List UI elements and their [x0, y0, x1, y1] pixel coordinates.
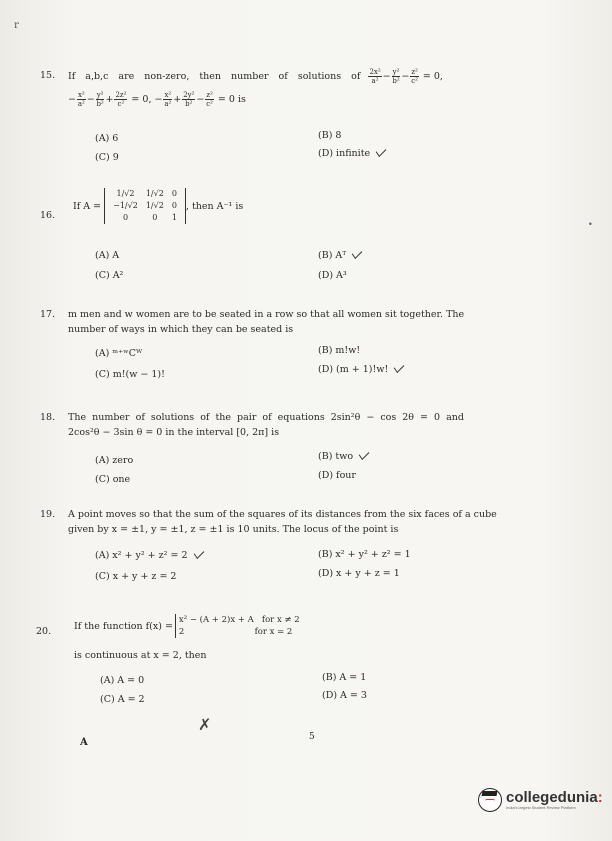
question-text-line-2: 2cos²θ − 3sin θ = 0 in the interval [0, 2π] is — [68, 427, 280, 438]
case-2: 2 for x = 2 — [178, 627, 293, 637]
check-mark-icon — [352, 247, 363, 259]
option-16a: (A) A — [95, 250, 120, 261]
option-15c: (C) 9 — [95, 152, 119, 163]
piecewise-function — [175, 614, 300, 638]
pen-scribble: ✗ — [198, 715, 212, 734]
option-19b: (B) x² + y² + z² = 1 — [318, 549, 411, 560]
question-19 — [40, 507, 548, 537]
brand-watermark — [478, 788, 603, 812]
question-16 — [40, 188, 548, 224]
page-number: 5 — [309, 732, 315, 742]
option-17c: (C) m!(w − 1)! — [95, 369, 165, 380]
check-mark-icon — [359, 448, 370, 460]
case-1: x² − (A + 2)x + A for x ≠ 2 — [178, 615, 300, 625]
question-text-line-1: The number of solutions of the pair of equations 2sin²θ − cos 2θ = 0 and — [68, 412, 464, 423]
brand-tagline: India's largest Student Review Platform — [506, 804, 576, 810]
option-15a: (A) 6 — [95, 133, 119, 144]
option-16d: (D) A³ — [318, 270, 347, 281]
option-16b: (B) Aᵀ — [318, 250, 362, 261]
question-15 — [40, 68, 548, 108]
set-letter: A — [80, 737, 88, 748]
question-text-line-2: given by x = ±1, y = ±1, z = ±1 is 10 units. The locus of the point is — [68, 524, 399, 535]
question-number: 20. — [36, 626, 52, 637]
question-20 — [36, 614, 548, 663]
equation-1: $\frac{\text{2x²}}{\text{a²}}$ − $\frac{\text{y²}}{\text{b²}}$ − $\frac{\text{z²}}{\text{c²}}$ = 0, — [369, 68, 443, 85]
corner-mark: r — [14, 20, 19, 31]
option-15b: (B) 8 — [318, 130, 342, 141]
question-text-line-2: number of ways in which they can be seated is — [68, 324, 294, 335]
question-number: 19. — [40, 509, 56, 520]
brand-logo-icon — [478, 788, 502, 812]
option-15d: (D) infinite — [318, 148, 386, 159]
option-20b: (B) A = 1 — [322, 672, 367, 683]
check-mark-icon — [376, 145, 387, 157]
option-17a: (A) ᵐ⁺ʷCᵂ — [95, 348, 143, 359]
option-19c: (C) x + y + z = 2 — [95, 571, 177, 582]
option-20a: (A) A = 0 — [100, 675, 145, 686]
option-17b: (B) m!w! — [318, 345, 361, 356]
option-20d: (D) A = 3 — [322, 690, 367, 701]
check-mark-icon — [394, 361, 405, 373]
question-text-line-1: m men and w women are to be seated in a row so that all women sit together. The — [68, 309, 465, 320]
check-mark-icon — [193, 547, 204, 559]
question-suffix: , then A⁻¹ is — [185, 200, 244, 212]
option-18c: (C) one — [95, 474, 131, 485]
option-19a: (A) x² + y² + z² = 2 — [95, 550, 204, 561]
equations-2-3: − $\frac{\text{x²}}{\text{a²}}$ − $\frac{\text{y²}}{\text{b²}}$ + $\frac{\text{2z²}}{\text{c²}}$ = 0, − $\frac{\text{x²}}{\text{a²}}$ + $\frac{\text{2y²}}{\text{b²}}$ − $\frac{\text{z²}}{\text{c²}}$ = 0 is — [68, 91, 246, 108]
question-text: If a,b,c are non-zero, then number of solutions of — [68, 71, 361, 82]
question-number: 16. — [40, 210, 56, 221]
question-prefix: If A = — [73, 200, 102, 212]
question-text-line-2: is continuous at x = 2, then — [74, 650, 207, 661]
question-number: 18. — [40, 412, 56, 423]
question-number: 17. — [40, 309, 56, 320]
option-17d: (D) (m + 1)!w! — [318, 364, 404, 375]
matrix-a: 1/√2 1/√2 0 −1/√2 1/√2 0 0 0 1 — [104, 188, 186, 224]
option-19d: (D) x + y + z = 1 — [318, 568, 400, 579]
option-18d: (D) four — [318, 470, 356, 481]
brand-name: collegedunia: — [506, 788, 603, 806]
option-18b: (B) two — [318, 451, 369, 462]
question-number: 15. — [40, 70, 56, 81]
option-18a: (A) zero — [95, 455, 134, 466]
option-20c: (C) A = 2 — [100, 694, 145, 705]
question-18 — [40, 410, 548, 440]
question-17 — [40, 307, 548, 337]
margin-dot: • — [588, 220, 593, 229]
question-text-line-1: A point moves so that the sum of the squares of its distances from the six faces of a cube — [68, 509, 497, 520]
question-prefix: If the function f(x) = — [74, 620, 173, 632]
option-16c: (C) A² — [95, 270, 124, 281]
